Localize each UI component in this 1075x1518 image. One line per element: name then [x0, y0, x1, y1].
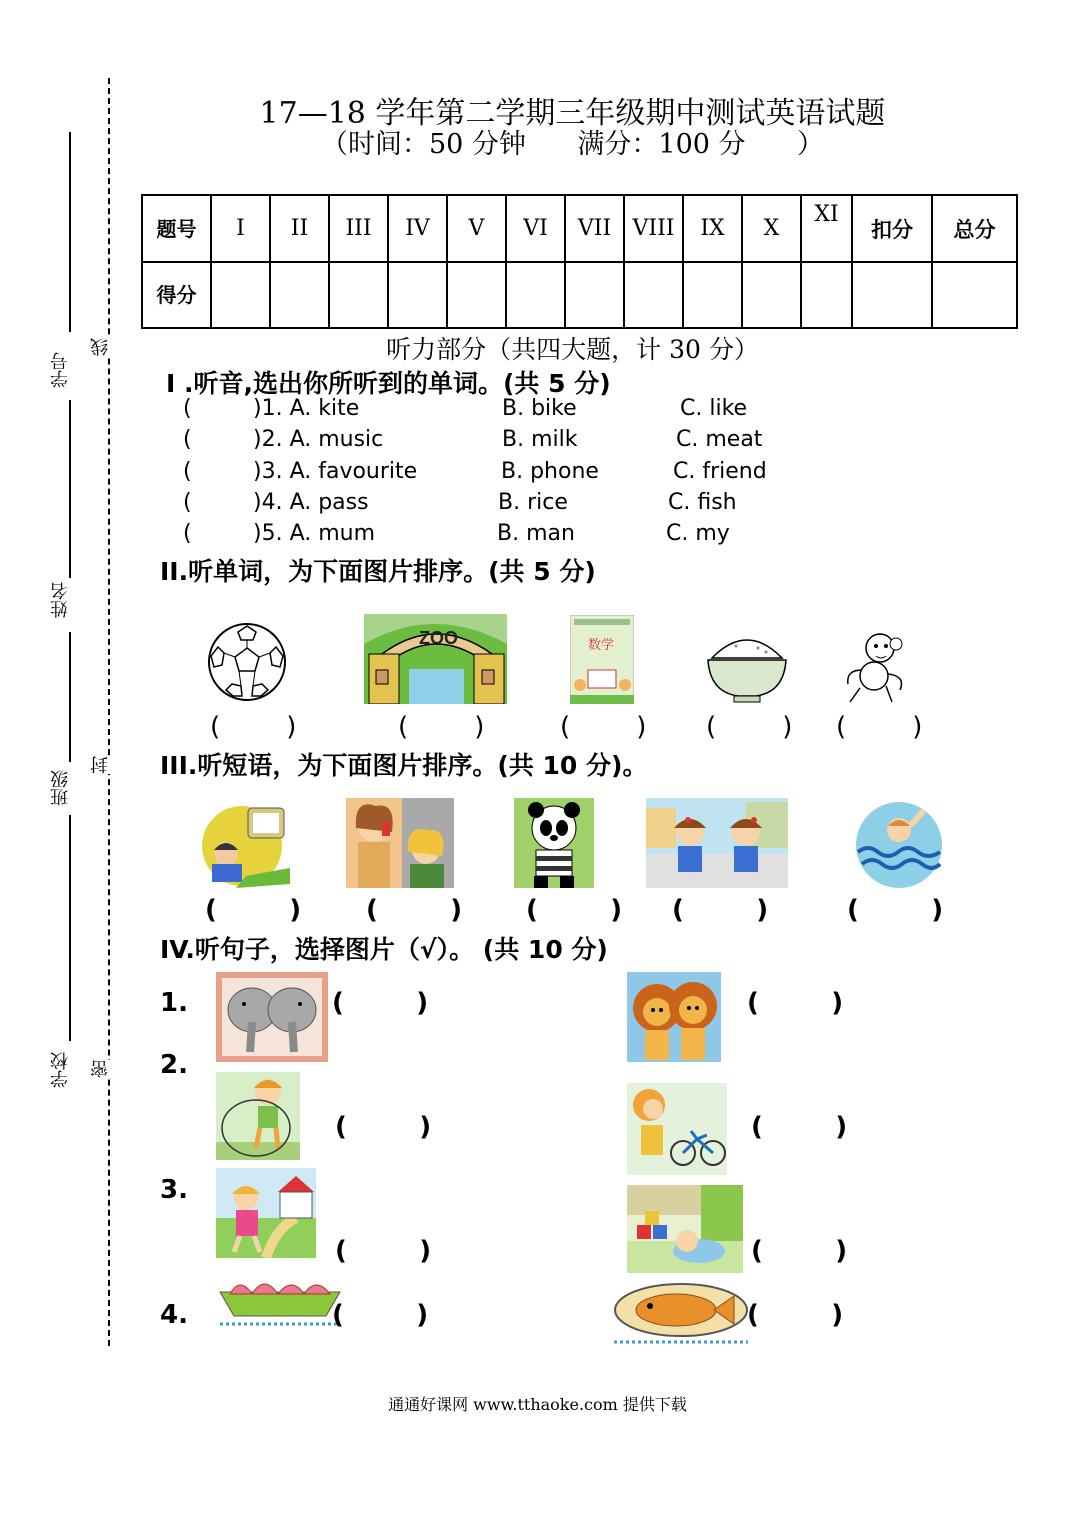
col-header: VIII [624, 195, 683, 262]
order-blank[interactable]: ( ) [398, 712, 485, 742]
col-header: VI [506, 195, 565, 262]
swimming-icon [854, 800, 944, 890]
question-number: 1. [160, 988, 188, 1018]
meat-dish-icon [216, 1272, 344, 1328]
col-header: III [329, 195, 388, 262]
choice-blank[interactable]: ( ) [332, 988, 429, 1018]
choice-blank[interactable]: ( ) [335, 1112, 432, 1142]
school-label: 学校 [50, 1052, 71, 1088]
class-label: 班级 [50, 770, 71, 806]
score-cell[interactable] [388, 262, 447, 328]
option-c: C. like [680, 396, 748, 421]
col-header-deduct: 扣分 [852, 195, 932, 262]
student-number-label: 学号 [50, 352, 71, 388]
order-blank[interactable]: ( ) [672, 895, 769, 925]
binding-dashed-line [108, 78, 110, 1346]
answer-paren[interactable]: ( [183, 427, 192, 452]
binding-mark-line: 线 [88, 338, 114, 356]
score-cell[interactable] [211, 262, 270, 328]
page-subtitle: （时间：50 分钟 满分：100 分 ） [320, 129, 825, 160]
option-c: C. meat [676, 427, 763, 452]
option-a: )2. A. music [253, 427, 384, 452]
watch-tv-icon [196, 798, 292, 888]
score-cell[interactable] [624, 262, 683, 328]
order-blank[interactable]: ( ) [366, 895, 463, 925]
football-icon [206, 622, 288, 702]
option-a: )4. A. pass [253, 490, 369, 515]
rice-bowl-icon [706, 628, 788, 704]
score-cell[interactable] [270, 262, 329, 328]
col-header: V [447, 195, 506, 262]
section-4-title: IV.听句子，选择图片（√）。 (共 10 分) [160, 935, 608, 964]
option-a: )1. A. kite [253, 396, 360, 421]
binding-line [69, 815, 71, 1041]
header-score: 得分 [142, 262, 211, 328]
fish-dish-icon [610, 1280, 752, 1346]
header-question-number: 题号 [142, 195, 211, 262]
answer-paren[interactable]: ( [183, 521, 192, 546]
score-cell[interactable] [932, 262, 1017, 328]
option-c: C. friend [673, 459, 767, 484]
score-cell[interactable] [683, 262, 742, 328]
question-row [183, 521, 983, 551]
answer-paren[interactable]: ( [183, 459, 192, 484]
option-a: )5. A. mum [253, 521, 376, 546]
answer-paren[interactable]: ( [183, 396, 192, 421]
binding-mark-seal: 封 [88, 756, 114, 774]
choice-blank[interactable]: ( ) [332, 1300, 429, 1330]
panda-icon [514, 798, 594, 888]
col-header: II [270, 195, 329, 262]
choice-blank[interactable]: ( ) [747, 1300, 844, 1330]
option-b: B. milk [502, 427, 578, 452]
order-blank[interactable]: ( ) [526, 895, 623, 925]
col-header: XI [801, 195, 852, 262]
score-cell[interactable] [801, 262, 852, 328]
choice-blank[interactable]: ( ) [751, 1236, 848, 1266]
col-header: I [211, 195, 270, 262]
question-row [183, 490, 983, 520]
binding-line [69, 400, 71, 578]
phone-call-icon [346, 798, 454, 888]
col-header: IX [683, 195, 742, 262]
order-blank[interactable]: ( ) [847, 895, 944, 925]
question-number: 4. [160, 1300, 188, 1330]
score-cell[interactable] [329, 262, 388, 328]
binding-mark-secret: 密 [88, 1060, 114, 1078]
order-blank[interactable]: ( ) [205, 895, 302, 925]
score-cell[interactable] [852, 262, 932, 328]
option-c: C. my [666, 521, 730, 546]
score-table [141, 194, 1018, 329]
score-cell[interactable] [565, 262, 624, 328]
section-1-title: I .听音,选出你所听到的单词。(共 5 分) [166, 369, 611, 398]
student-name-label: 姓名 [50, 582, 71, 618]
order-blank[interactable]: ( ) [210, 712, 297, 742]
math-book-icon [570, 615, 634, 704]
order-blank[interactable]: ( ) [706, 712, 793, 742]
order-blank[interactable]: ( ) [836, 712, 923, 742]
option-b: B. phone [501, 459, 599, 484]
binding-line [69, 632, 71, 762]
choice-blank[interactable]: ( ) [751, 1112, 848, 1142]
footer-text: 通通好课网 www.tthaoke.com 提供下载 [388, 1395, 687, 1414]
option-b: B. man [497, 521, 575, 546]
question-number: 2. [160, 1050, 188, 1080]
elephants-icon [216, 972, 328, 1062]
answer-paren[interactable]: ( [183, 490, 192, 515]
lions-icon [627, 972, 721, 1062]
section-2-title: II.听单词，为下面图片排序。(共 5 分) [160, 557, 596, 586]
choice-blank[interactable]: ( ) [747, 988, 844, 1018]
svg-text:数学: 数学 [588, 638, 615, 653]
girl-walking-home-icon [216, 1168, 316, 1258]
col-header: VII [565, 195, 624, 262]
section-3-title: III.听短语，为下面图片排序。(共 10 分)。 [160, 751, 648, 780]
listening-header: 听力部分（共四大题，计 30 分） [386, 335, 759, 364]
option-b: B. rice [498, 490, 568, 515]
girls-walking-icon [646, 798, 788, 888]
zoo-gate-icon [364, 614, 507, 704]
question-row [183, 427, 983, 457]
score-cell[interactable] [506, 262, 565, 328]
choice-blank[interactable]: ( ) [335, 1236, 432, 1266]
question-row [183, 396, 983, 426]
question-number: 3. [160, 1175, 188, 1205]
page-title: 17—18 学年第二学期三年级期中测试英语试题 [259, 96, 886, 131]
monkey-icon [840, 630, 908, 704]
girl-jump-rope-icon [216, 1072, 300, 1160]
score-cell[interactable] [447, 262, 506, 328]
binding-line [69, 132, 71, 332]
girl-bicycle-icon [627, 1083, 727, 1175]
baby-blocks-icon [627, 1185, 743, 1273]
question-row [183, 459, 983, 489]
order-blank[interactable]: ( ) [560, 712, 647, 742]
col-header: X [742, 195, 801, 262]
score-cell[interactable] [742, 262, 801, 328]
col-header-total: 总分 [932, 195, 1017, 262]
svg-text:ZOO: ZOO [419, 628, 458, 648]
option-c: C. fish [668, 490, 737, 515]
option-b: B. bike [502, 396, 577, 421]
option-a: )3. A. favourite [253, 459, 418, 484]
col-header: IV [388, 195, 447, 262]
